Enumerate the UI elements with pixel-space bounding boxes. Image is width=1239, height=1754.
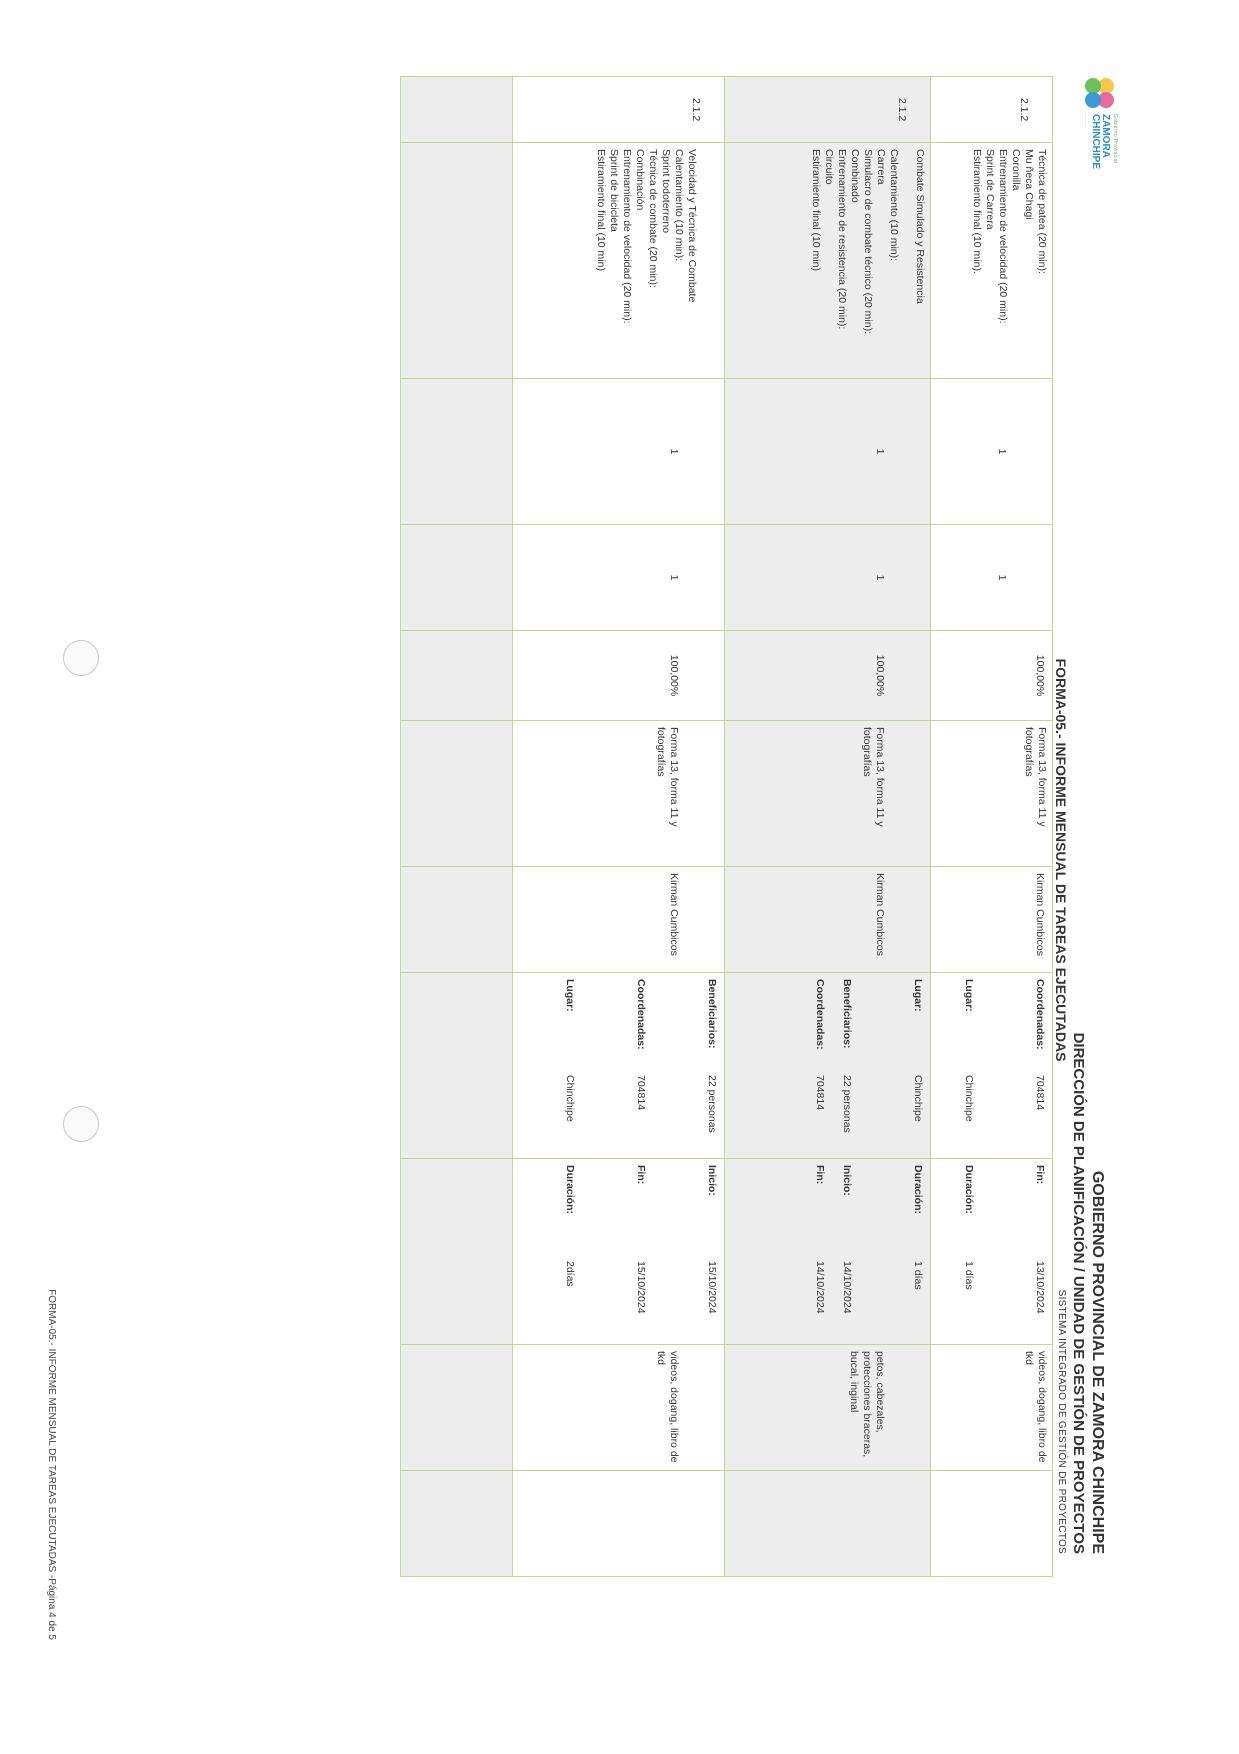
table-row <box>931 77 1053 1577</box>
logo-chinchipe-text: CHINCHIPE <box>1090 114 1101 170</box>
percent-complete: 100,00% <box>931 631 1053 721</box>
planned-count: 1 <box>931 379 1053 525</box>
evidence: Forma 13, forma 11 y fotografías <box>513 721 725 867</box>
task-code: 2.1.2 <box>725 77 931 143</box>
evidence: Forma 13, forma 11 y fotografías <box>725 721 931 867</box>
header-line-2: DIRECCIÓN DE PLANIFICACIÓN / UNIDAD DE GESTIÓN DE PROYECTOS <box>1070 1032 1087 1554</box>
percent-complete: 100,00% <box>725 631 931 721</box>
table-row <box>725 77 931 1577</box>
punch-hole-icon <box>63 640 99 676</box>
materials: petos, cabezales, protecciones braceras, bucal, inginal <box>725 1345 931 1471</box>
planned-count: 1 <box>725 379 931 525</box>
observations <box>725 1471 931 1577</box>
date-info: Duración: 1 días Inicio: 14/10/2024 Fin: 14/10/2024 <box>725 1159 931 1345</box>
logo-zamora-text: ZAMORA <box>1100 114 1111 158</box>
planned-count: 1 <box>513 379 725 525</box>
task-description: Combate Simulado y Resistencia Calentamiento (10 min): Carrera Simulacro de combate técnico (20 min): Combinado Entrenamiento de resistencia (20 min): Circuito Estiramiento final (10 min) <box>725 143 931 379</box>
logo-emblem-icon <box>1084 76 1116 110</box>
responsible: Kirman Cumbicos <box>931 867 1053 973</box>
date-info: Fin: 13/10/2024 Duración: 1 días <box>931 1159 1053 1345</box>
task-description: Técnica de patea (20 min): Mu ñeca Chagi Coronilla Entrenamiento de velocidad (20 min): Sprint de Carrera Estiramiento final (10 min). <box>931 143 1053 379</box>
page-footer: FORMA-05.- INFORME MENSUAL DE TAREAS EJECUTADAS -Página 4 de 5 <box>46 1289 57 1640</box>
table-row-empty <box>401 77 513 1577</box>
table-row <box>513 77 725 1577</box>
form-title: FORMA-05.- INFORME MENSUAL DE TAREAS EJECUTADAS <box>1053 658 1069 1062</box>
zamora-chinchipe-logo <box>1083 76 1117 194</box>
location-info: Beneficiarios: 22 personas Coordenadas: 704814 Lugar: Chinchipe <box>513 973 725 1159</box>
header-line-1: GOBIERNO PROVINCIAL DE ZAMORA CHINCHIPE <box>1089 1170 1106 1554</box>
executed-count: 1 <box>931 525 1053 631</box>
location-info: Lugar: Chinchipe Beneficiarios: 22 personas Coordenadas: 704814 <box>725 973 931 1159</box>
evidence: Forma 13, forma 11 y fotografías <box>931 721 1053 867</box>
punch-hole-icon <box>63 1106 99 1142</box>
location-info: Coordenadas: 704814 Lugar: Chinchipe <box>931 973 1053 1159</box>
tasks-table <box>400 76 1053 1577</box>
executed-count: 1 <box>513 525 725 631</box>
logo-sub-text: ······· <box>1082 114 1088 126</box>
date-info: Inicio: 15/10/2024 Fin: 15/10/2024 Duración: 2días <box>513 1159 725 1345</box>
percent-complete: 100,00% <box>513 631 725 721</box>
task-description: Velocidad y Técnica de Combate Calentamiento (10 min): Sprint todoterreno Técnica de combate (20 min): Combinación Entrenamiento de velocidad (20 min): Sprint de bicicleta Estiramiento final (10 min) <box>513 143 725 379</box>
materials: videos, dogang, libro de tkd <box>931 1345 1053 1471</box>
observations <box>931 1471 1053 1577</box>
observations <box>513 1471 725 1577</box>
header-line-3: SISTEMA INTEGRADO DE GESTIÓN DE PROYECTOS <box>1056 1289 1067 1554</box>
responsible: Kirman Cumbicos <box>725 867 931 973</box>
responsible: Kirman Cumbicos <box>513 867 725 973</box>
task-code: 2.1.2 <box>931 77 1053 143</box>
logo-small-text: Gobierno Provincial <box>1112 114 1118 164</box>
task-code: 2.1.2 <box>513 77 725 143</box>
materials: videos, dogang, libro de tkd <box>513 1345 725 1471</box>
executed-count: 1 <box>725 525 931 631</box>
